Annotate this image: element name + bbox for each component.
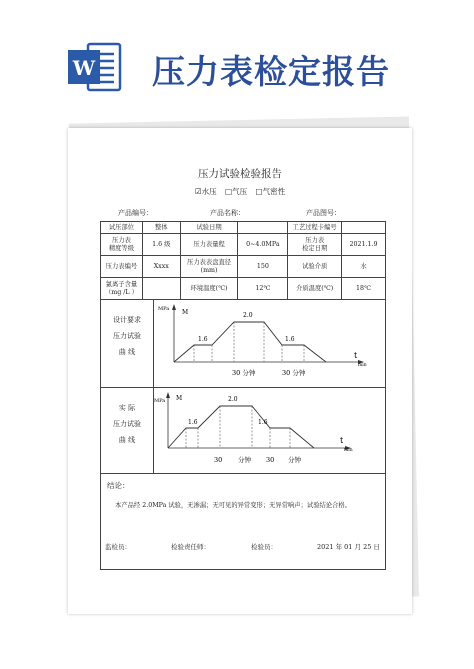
high-pressure-label: 2.0 <box>228 396 238 403</box>
y-arrow <box>172 304 176 310</box>
cell <box>238 222 288 234</box>
cell: 整体 <box>142 222 180 234</box>
cell: 水 <box>342 256 386 278</box>
cell: 18℃ <box>342 278 386 300</box>
y-arrow <box>166 392 170 398</box>
label-line: 设计要求 <box>113 316 141 324</box>
cell: 150 <box>238 256 288 278</box>
duration-value: 30 <box>266 456 275 464</box>
check-water: ☑水压 <box>194 187 217 196</box>
checker-label: 检验员： <box>251 543 277 551</box>
actual-curve-section <box>100 388 386 474</box>
banner-title: 压力表检定报告 <box>152 52 390 91</box>
duration-label: 30 分钟 <box>282 369 306 377</box>
low-pressure-label: 1.6 <box>258 419 268 426</box>
word-letter: W <box>72 56 96 80</box>
check-gas: □气压 <box>225 187 248 196</box>
t-label: t <box>340 436 344 445</box>
label-line: 曲 线 <box>118 348 136 357</box>
label-line: 曲 线 <box>118 436 136 445</box>
report-title: 压力试验检验报告 <box>198 168 282 180</box>
conclusion-text: 本产品经 2.0MPa 试验，无渗漏；无可见的异常变形；无异常响声；试验结论合格。 <box>115 502 351 509</box>
duration-value: 30 <box>214 456 223 464</box>
label-line: 压力试验 <box>113 332 141 341</box>
high-pressure-label: 2.0 <box>243 312 253 319</box>
y-axis-unit: MPa <box>158 306 170 312</box>
word-document-icon <box>66 38 124 96</box>
drawing-no-label: 产品图号： <box>306 209 341 217</box>
low-pressure-label: 1.6 <box>285 336 295 343</box>
table-row <box>101 222 386 234</box>
cell: 介质温度(℃) <box>288 278 342 300</box>
info-table <box>100 221 386 300</box>
cell: 压力表量程 <box>180 234 238 256</box>
actual-pressure-curve <box>154 388 386 474</box>
design-pressure-curve <box>154 300 386 388</box>
cell: 工艺过程卡编号 <box>288 222 342 234</box>
pressure-line <box>174 322 326 362</box>
y-axis-unit: MPa <box>154 398 166 404</box>
check-airtight: □气密性 <box>255 187 286 196</box>
cell: Xxxx <box>142 256 180 278</box>
report-date: 2021 年 01 月 25 日 <box>317 543 380 551</box>
low-pressure-label: 1.6 <box>198 336 208 343</box>
actual-curve-label <box>101 400 153 448</box>
m-label: M <box>176 395 183 402</box>
cell: 12℃ <box>238 278 288 300</box>
table-row <box>101 278 386 300</box>
t-sub: min <box>358 363 367 368</box>
label-line: 压力试验 <box>113 420 141 429</box>
cell: 压力表 精度等级 <box>101 234 143 256</box>
table-row <box>101 234 386 256</box>
cell: 试压部位 <box>101 222 143 234</box>
responsible-label: 检验责任师： <box>171 543 210 551</box>
cell: 压力表表盘直径 (mm) <box>180 256 238 278</box>
conclusion-section <box>100 474 386 570</box>
cell: 1.6 级 <box>142 234 180 256</box>
label-line: 实 际 <box>118 404 136 412</box>
table-row <box>101 256 386 278</box>
low-pressure-label: 1.6 <box>188 419 198 426</box>
m-label: M <box>182 309 189 316</box>
cell: 试验介质 <box>288 256 342 278</box>
cell: 压力表编号 <box>101 256 143 278</box>
cell: 氯离子含量 （mg /L ） <box>101 278 143 300</box>
inspector-label: 监检员： <box>105 543 131 551</box>
test-type-checkboxes <box>68 186 412 197</box>
duration-label: 30 分钟 <box>232 369 256 377</box>
banner <box>0 0 474 110</box>
duration-unit: 分钟 <box>238 456 251 464</box>
cell: 压力表 检定日期 <box>288 234 342 256</box>
t-label: t <box>354 351 358 360</box>
design-curve-label <box>101 312 153 360</box>
pressure-line <box>168 406 314 448</box>
cell <box>342 222 386 234</box>
document-page <box>68 128 412 614</box>
t-sub: min <box>344 448 353 453</box>
cell: 0~4.0MPa <box>238 234 288 256</box>
cell: 环境温度(℃) <box>180 278 238 300</box>
product-no-label: 产品编号： <box>118 209 153 217</box>
cell: 2021.1.9 <box>342 234 386 256</box>
product-name-label: 产品名称： <box>210 209 245 217</box>
cell <box>142 278 180 300</box>
design-curve-section <box>100 300 386 388</box>
conclusion-label: 结论： <box>107 481 130 490</box>
duration-unit: 分钟 <box>288 456 301 464</box>
cell: 试验日期 <box>180 222 238 234</box>
